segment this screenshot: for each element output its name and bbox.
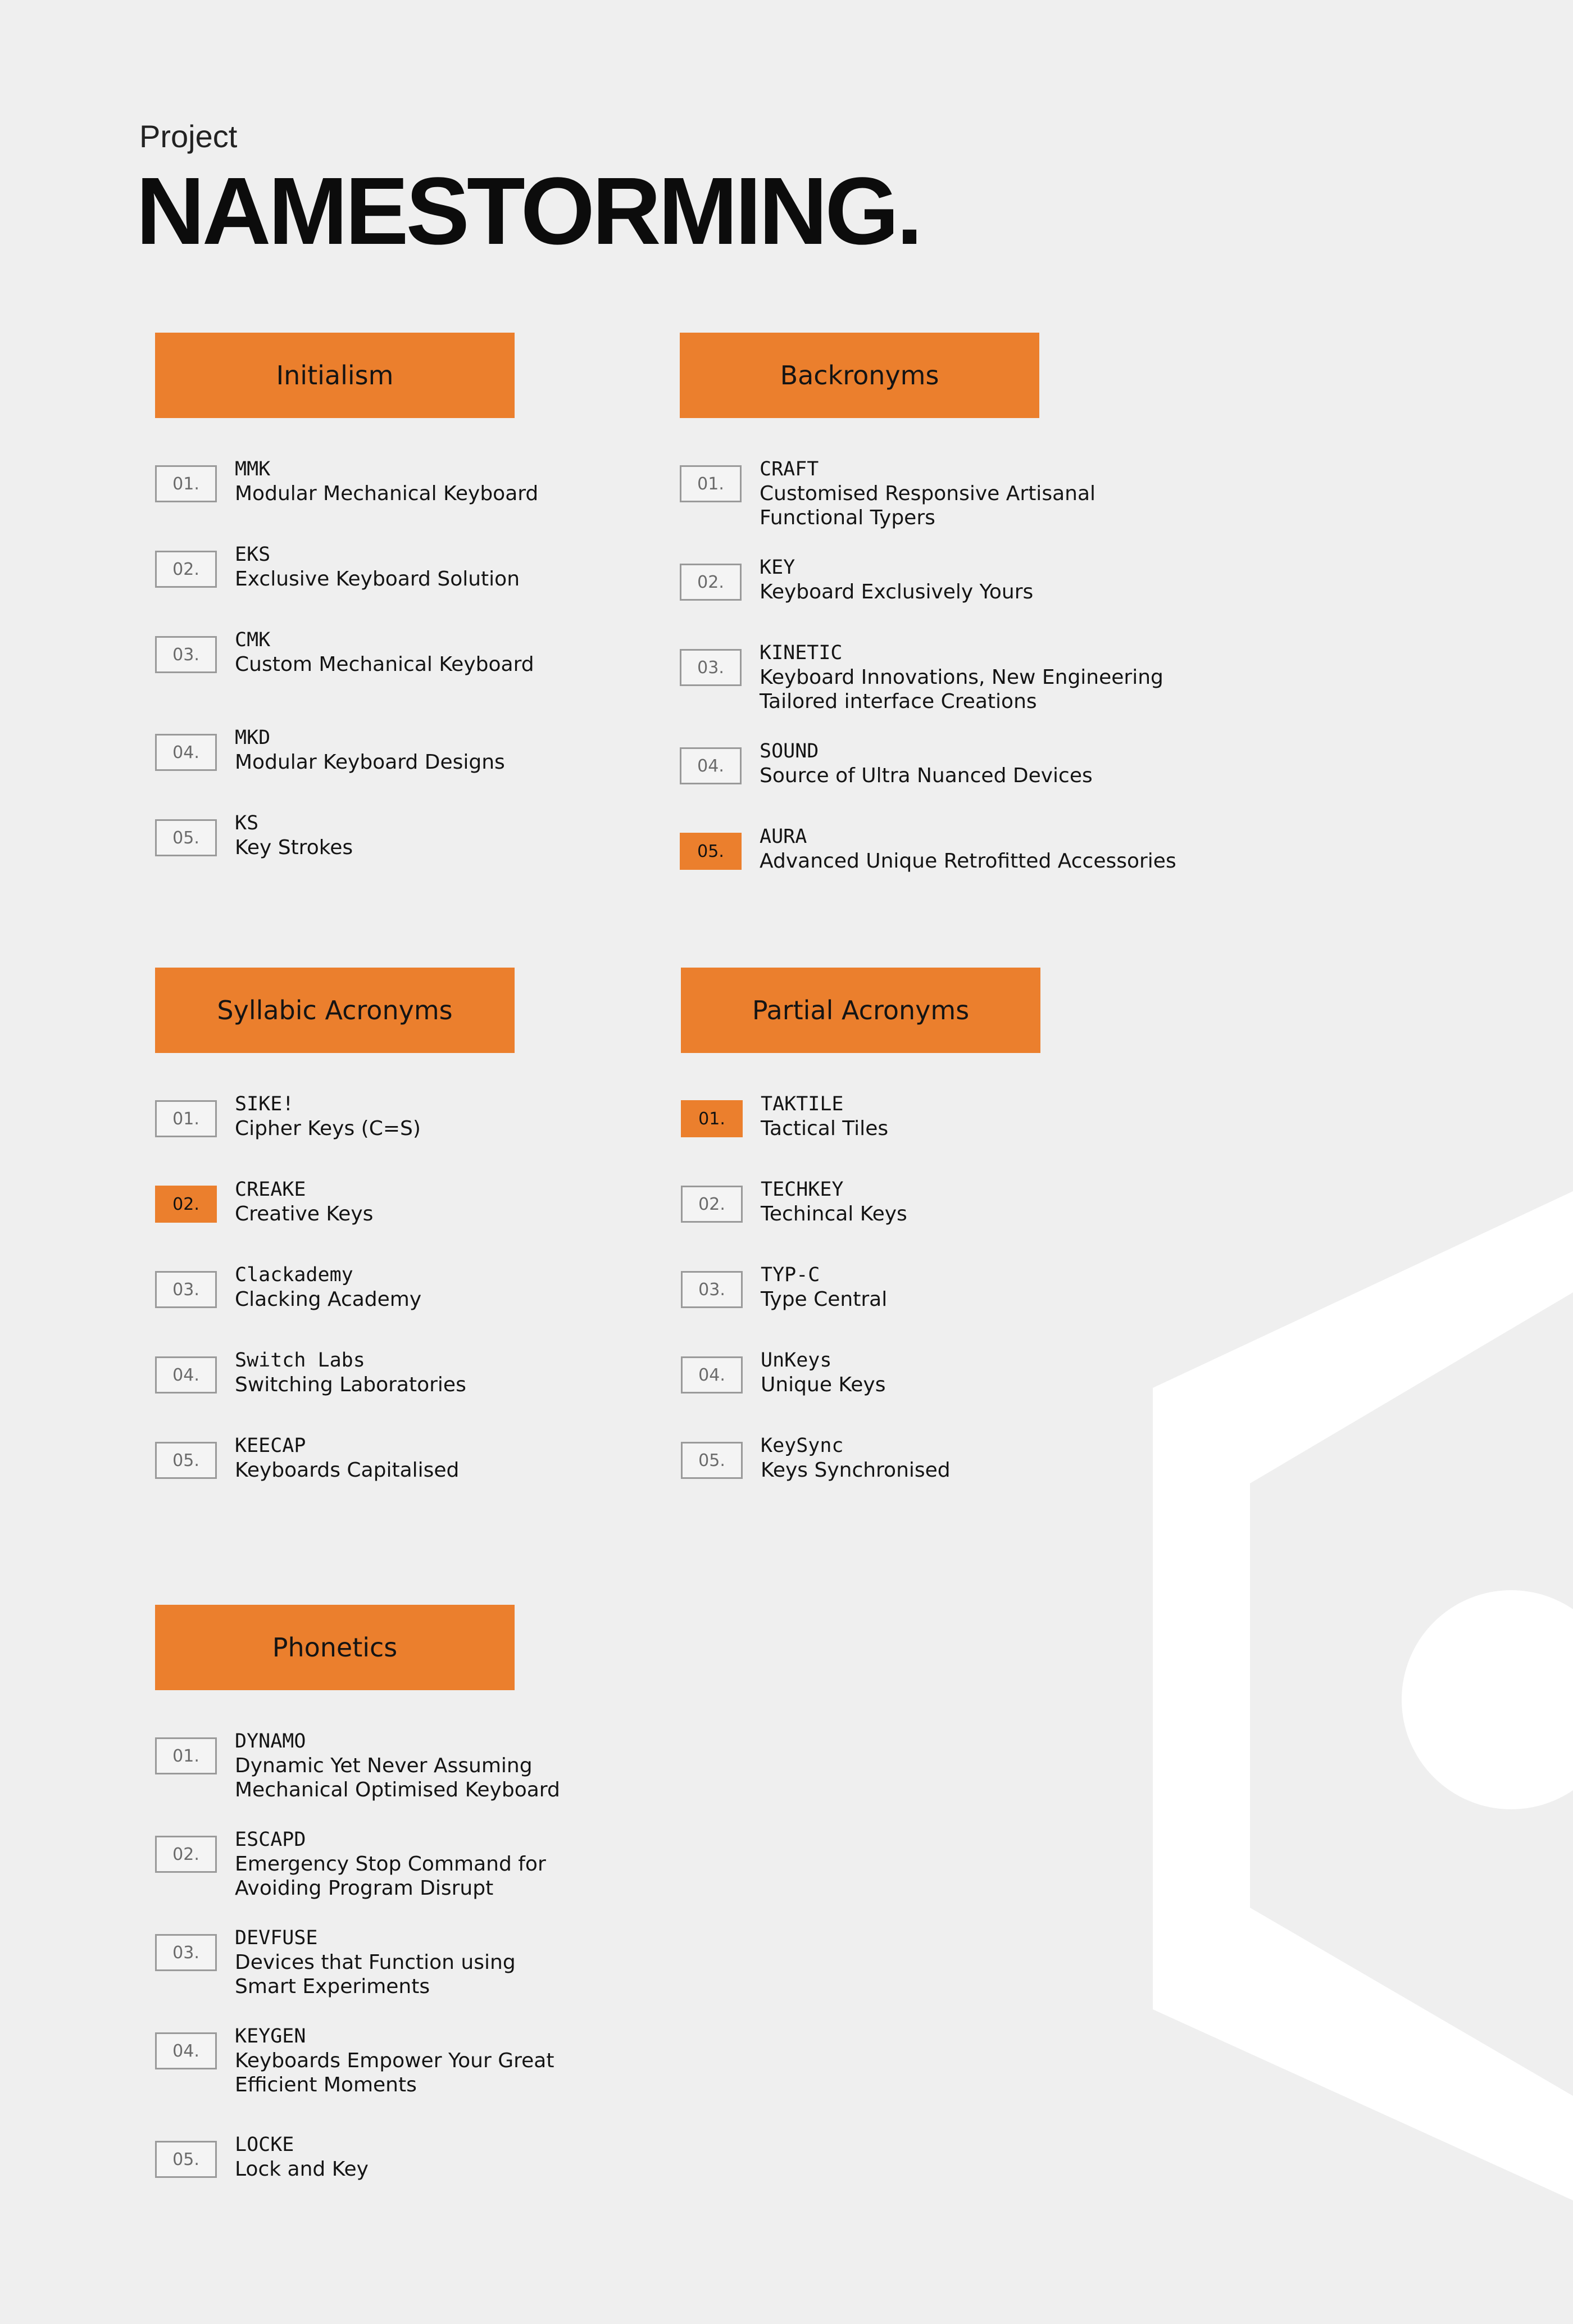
item-name: LOCKE	[235, 2134, 294, 2156]
item-number: 05.	[681, 1442, 743, 1479]
item-description: Lock and Key	[235, 2158, 369, 2181]
item-description: Tactical Tiles	[761, 1117, 889, 1140]
list-item	[680, 641, 1258, 714]
list-item	[155, 1178, 734, 1226]
section-initialism	[155, 333, 734, 897]
item-description: Creative Keys	[235, 1202, 374, 1225]
item-name: KS	[235, 812, 259, 834]
item-name: TYP-C	[761, 1264, 820, 1286]
item-number: 01.	[155, 1737, 217, 1774]
item-description: Customised Responsive Artisanal	[760, 482, 1096, 505]
item-description: Modular Mechanical Keyboard	[235, 482, 539, 505]
item-number: 02.	[155, 1186, 217, 1223]
item-name: MKD	[235, 727, 271, 749]
item-description: Keyboard Exclusively Yours	[760, 580, 1034, 603]
list-item	[155, 1263, 734, 1311]
item-description: Advanced Unique Retrofitted Accessories	[760, 850, 1176, 873]
section-backronyms	[680, 333, 1258, 910]
item-number: 01.	[681, 1100, 743, 1137]
list-item	[155, 726, 734, 774]
item-name: KEYGEN	[235, 2025, 306, 2048]
list-item	[681, 1178, 1260, 1226]
item-number: 04.	[155, 1356, 217, 1394]
section-heading: Backronyms	[680, 333, 1039, 418]
item-number: 02.	[680, 564, 742, 601]
section-heading: Syllabic Acronyms	[155, 968, 515, 1053]
section-heading: Partial Acronyms	[681, 968, 1040, 1053]
item-name: KINETIC	[760, 642, 843, 664]
item-name: KEY	[760, 556, 795, 579]
item-description: Dynamic Yet Never Assuming	[235, 1754, 533, 1777]
item-description: Functional Typers	[760, 506, 935, 529]
item-description: Keyboards Capitalised	[235, 1459, 460, 1482]
item-number: 03.	[155, 1271, 217, 1308]
item-name: TECHKEY	[761, 1178, 844, 1201]
list-item	[155, 543, 734, 591]
item-description: Exclusive Keyboard Solution	[235, 568, 520, 591]
decoration-circle	[1402, 1590, 1573, 1809]
list-item	[680, 739, 1258, 788]
list-item	[155, 2133, 734, 2181]
item-name: AURA	[760, 825, 807, 848]
list-item	[155, 1828, 734, 1900]
item-description: Keyboard Innovations, New Engineering	[760, 666, 1163, 689]
item-number: 01.	[680, 465, 742, 502]
item-description: Efficient Moments	[235, 2073, 417, 2096]
item-name: CMK	[235, 629, 271, 651]
item-description: Smart Experiments	[235, 1975, 430, 1998]
list-item	[680, 825, 1258, 873]
item-number: 05.	[155, 1442, 217, 1479]
item-name: TAKTILE	[761, 1093, 844, 1115]
item-number: 03.	[155, 636, 217, 673]
item-name: MMK	[235, 458, 271, 480]
item-name: KeySync	[761, 1435, 844, 1457]
section-heading: Phonetics	[155, 1605, 515, 1690]
list-item	[155, 2025, 734, 2097]
item-description: Tailored interface Creations	[760, 690, 1037, 713]
item-name: EKS	[235, 543, 271, 566]
list-item	[155, 1926, 734, 1999]
item-description: Modular Keyboard Designs	[235, 751, 505, 774]
item-description: Mechanical Optimised Keyboard	[235, 1778, 560, 1801]
page-subtitle: Project	[139, 119, 238, 154]
section-partial-acronyms	[681, 968, 1260, 1519]
list-item	[681, 1263, 1260, 1311]
item-number: 01.	[155, 1100, 217, 1137]
item-number: 04.	[155, 734, 217, 771]
item-description: Avoiding Program Disrupt	[235, 1877, 494, 1900]
item-number: 02.	[155, 1836, 217, 1873]
item-description: Keyboards Empower Your Great	[235, 2049, 554, 2072]
item-name: CREAKE	[235, 1178, 306, 1201]
item-number: 04.	[680, 747, 742, 784]
item-description: Clacking Academy	[235, 1288, 422, 1311]
item-name: KEECAP	[235, 1435, 306, 1457]
list-item	[155, 457, 734, 506]
item-number: 05.	[680, 833, 742, 870]
item-name: UnKeys	[761, 1349, 832, 1372]
item-number: 02.	[681, 1186, 743, 1223]
section-phonetics	[155, 1605, 734, 2218]
item-number: 02.	[155, 551, 217, 588]
item-number: 01.	[155, 465, 217, 502]
list-item	[681, 1434, 1260, 1482]
list-item	[680, 457, 1258, 530]
item-number: 05.	[155, 2141, 217, 2178]
section-syllabic-acronyms	[155, 968, 734, 1519]
item-name: DYNAMO	[235, 1730, 306, 1753]
item-name: Clackademy	[235, 1264, 353, 1286]
item-number: 05.	[155, 819, 217, 856]
item-name: ESCAPD	[235, 1828, 306, 1851]
item-number: 03.	[680, 649, 742, 686]
list-item	[681, 1092, 1260, 1141]
list-item	[155, 1730, 734, 1802]
item-description: Techincal Keys	[761, 1202, 907, 1225]
item-description: Type Central	[761, 1288, 888, 1311]
item-description: Emergency Stop Command for	[235, 1853, 546, 1876]
item-description: Cipher Keys (C=S)	[235, 1117, 421, 1140]
list-item	[155, 628, 734, 677]
item-number: 04.	[155, 2032, 217, 2069]
list-item	[155, 1092, 734, 1141]
item-name: SOUND	[760, 740, 819, 762]
item-name: CRAFT	[760, 458, 819, 480]
item-number: 03.	[681, 1271, 743, 1308]
item-description: Devices that Function using	[235, 1951, 516, 1974]
item-description: Switching Laboratories	[235, 1373, 466, 1396]
item-number: 03.	[155, 1934, 217, 1971]
item-name: Switch Labs	[235, 1349, 365, 1372]
list-item	[680, 556, 1258, 604]
list-item	[681, 1349, 1260, 1397]
page-title: NAMESTORMING.	[136, 158, 920, 265]
item-description: Custom Mechanical Keyboard	[235, 653, 534, 676]
section-heading: Initialism	[155, 333, 515, 418]
item-number: 04.	[681, 1356, 743, 1394]
item-description: Keys Synchronised	[761, 1459, 951, 1482]
item-description: Source of Ultra Nuanced Devices	[760, 764, 1093, 787]
list-item	[155, 1349, 734, 1397]
item-name: SIKE!	[235, 1093, 294, 1115]
list-item	[155, 811, 734, 860]
item-name: DEVFUSE	[235, 1927, 318, 1949]
item-description: Key Strokes	[235, 836, 353, 859]
list-item	[155, 1434, 734, 1482]
item-description: Unique Keys	[761, 1373, 886, 1396]
